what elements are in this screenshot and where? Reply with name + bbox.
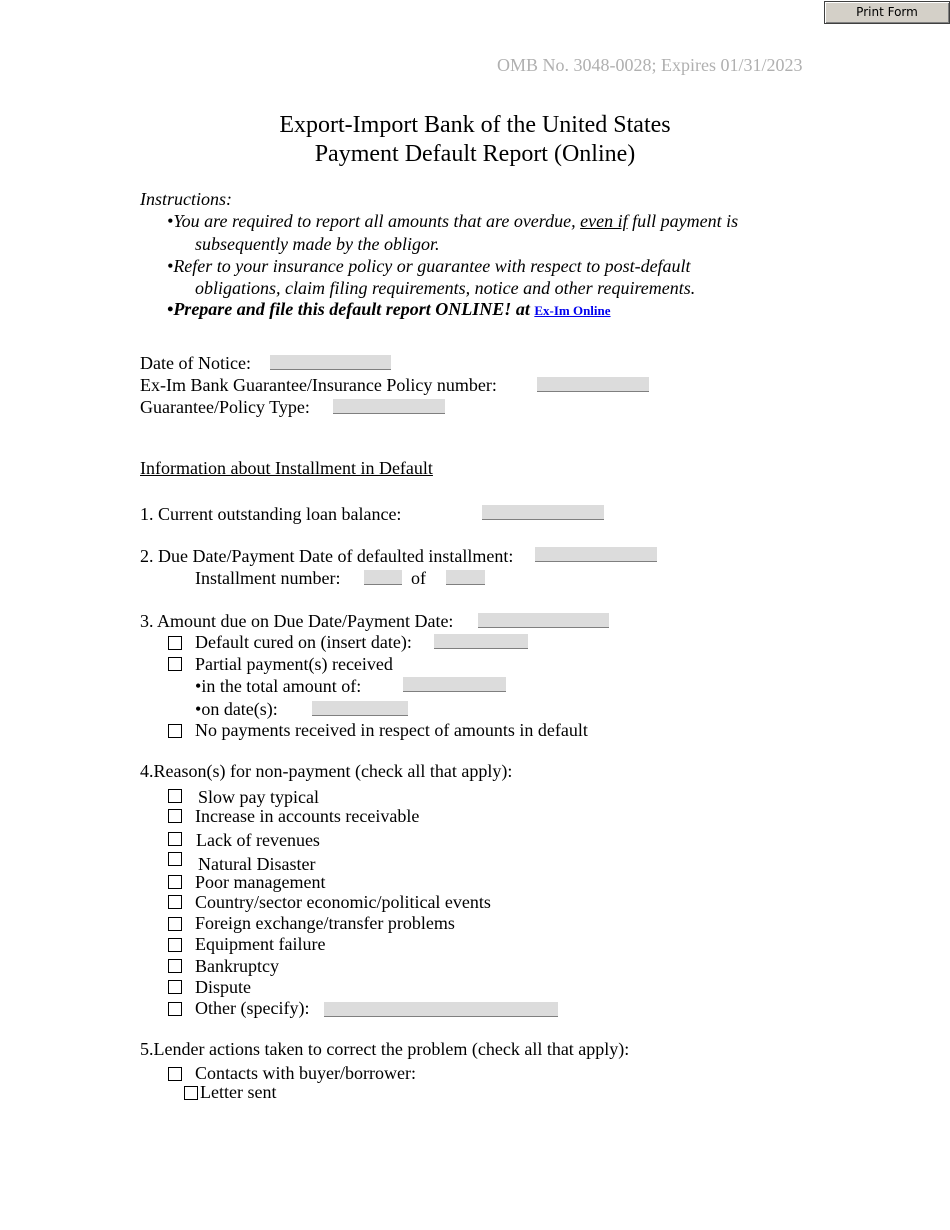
q1-label: 1. Current outstanding loan balance:: [140, 504, 402, 524]
partial-payment-label: Partial payment(s) received: [195, 654, 393, 674]
partial-dates-field[interactable]: [312, 701, 408, 716]
reason-checkbox-other[interactable]: [168, 1002, 182, 1016]
q4-label: 4.Reason(s) for non-payment (check all that apply):: [140, 761, 513, 781]
policy-number-field[interactable]: [537, 377, 649, 392]
reason-label-other: Other (specify):: [195, 998, 310, 1018]
instruction-emphasis: even if: [580, 211, 628, 231]
reason-label-fx: Foreign exchange/transfer problems: [195, 913, 455, 933]
contacts-buyer-label: Contacts with buyer/borrower:: [195, 1063, 416, 1083]
q5-label: 5.Lender actions taken to correct the problem (check all that apply):: [140, 1039, 630, 1059]
amount-due-field[interactable]: [478, 613, 609, 628]
instruction-bullet-2-cont: obligations, claim filing requirements, notice and other requirements.: [195, 278, 696, 298]
instruction-bullet-1: •You are required to report all amounts that are overdue, even if full payment is: [167, 211, 739, 231]
policy-number-label: Ex-Im Bank Guarantee/Insurance Policy number:: [140, 375, 497, 395]
ex-im-online-link[interactable]: Ex-Im Online: [534, 303, 611, 318]
installment-number-field[interactable]: [364, 570, 402, 585]
letter-sent-label: Letter sent: [200, 1082, 277, 1102]
reason-checkbox-slow-pay[interactable]: [168, 789, 182, 803]
reason-checkbox-equipment[interactable]: [168, 938, 182, 952]
reason-checkbox-bankruptcy[interactable]: [168, 959, 182, 973]
reason-label-dispute: Dispute: [195, 977, 251, 997]
reason-label-slow-pay: Slow pay typical: [198, 787, 319, 807]
reason-label-equipment: Equipment failure: [195, 934, 326, 954]
no-payments-checkbox[interactable]: [168, 724, 182, 738]
reason-label-disaster: Natural Disaster: [198, 854, 316, 874]
print-form-button[interactable]: Print Form: [824, 1, 950, 24]
policy-type-field[interactable]: [333, 399, 445, 414]
contacts-buyer-checkbox[interactable]: [168, 1067, 182, 1081]
omb-number: OMB No. 3048-0028; Expires 01/31/2023: [497, 55, 803, 75]
date-of-notice-field[interactable]: [270, 355, 391, 370]
reason-label-bankruptcy: Bankruptcy: [195, 956, 279, 976]
q2-label: 2. Due Date/Payment Date of defaulted installment:: [140, 546, 514, 566]
q3-label: 3. Amount due on Due Date/Payment Date:: [140, 611, 454, 631]
default-cured-label: Default cured on (insert date):: [195, 632, 412, 652]
reason-label-revenues: Lack of revenues: [196, 830, 320, 850]
reason-checkbox-fx[interactable]: [168, 917, 182, 931]
instruction-bullet-2: •Refer to your insurance policy or guarantee with respect to post-default: [167, 256, 691, 276]
reason-label-management: Poor management: [195, 872, 326, 892]
instructions-heading: Instructions:: [140, 189, 232, 209]
installment-of-label: of: [411, 568, 426, 588]
instruction-bullet-1-cont: subsequently made by the obligor.: [195, 234, 440, 254]
page-subtitle: Payment Default Report (Online): [314, 141, 636, 167]
default-cured-date-field[interactable]: [434, 634, 528, 649]
total-amount-label: •in the total amount of:: [195, 676, 362, 696]
reason-label-receivables: Increase in accounts receivable: [195, 806, 420, 826]
reason-checkbox-country-events[interactable]: [168, 895, 182, 909]
date-of-notice-label: Date of Notice:: [140, 353, 251, 373]
partial-payment-checkbox[interactable]: [168, 657, 182, 671]
instruction-text: You are required to report all amounts that are overdue,: [173, 211, 581, 231]
on-dates-text: on date(s):: [201, 699, 278, 719]
reason-checkbox-dispute[interactable]: [168, 980, 182, 994]
other-reason-field[interactable]: [324, 1002, 558, 1017]
partial-total-field[interactable]: [403, 677, 506, 692]
default-cured-checkbox[interactable]: [168, 636, 182, 650]
reason-checkbox-revenues[interactable]: [168, 832, 182, 846]
reason-label-country-events: Country/sector economic/political events: [195, 892, 491, 912]
policy-type-label: Guarantee/Policy Type:: [140, 397, 310, 417]
total-amount-text: in the total amount of:: [201, 676, 362, 696]
instruction-bullet-3: •Prepare and file this default report ONLINE! at Ex-Im Online: [167, 299, 611, 319]
due-date-field[interactable]: [535, 547, 657, 562]
instruction-text: Refer to your insurance policy or guarantee with respect to post-default: [173, 256, 691, 276]
reason-checkbox-receivables[interactable]: [168, 809, 182, 823]
reason-checkbox-disaster[interactable]: [168, 852, 182, 866]
reason-checkbox-management[interactable]: [168, 875, 182, 889]
no-payments-label: No payments received in respect of amounts in default: [195, 720, 588, 740]
installment-total-field[interactable]: [446, 570, 485, 585]
installment-number-label: Installment number:: [195, 568, 341, 588]
letter-sent-checkbox[interactable]: [184, 1086, 198, 1100]
on-dates-label: •on date(s):: [195, 699, 278, 719]
instruction-text: Prepare and file this default report ONLINE! at: [173, 299, 535, 319]
loan-balance-field[interactable]: [482, 505, 604, 520]
section-heading: Information about Installment in Default: [140, 458, 433, 478]
page-title: Export-Import Bank of the United States: [279, 112, 671, 138]
instruction-text: full payment is: [627, 211, 739, 231]
